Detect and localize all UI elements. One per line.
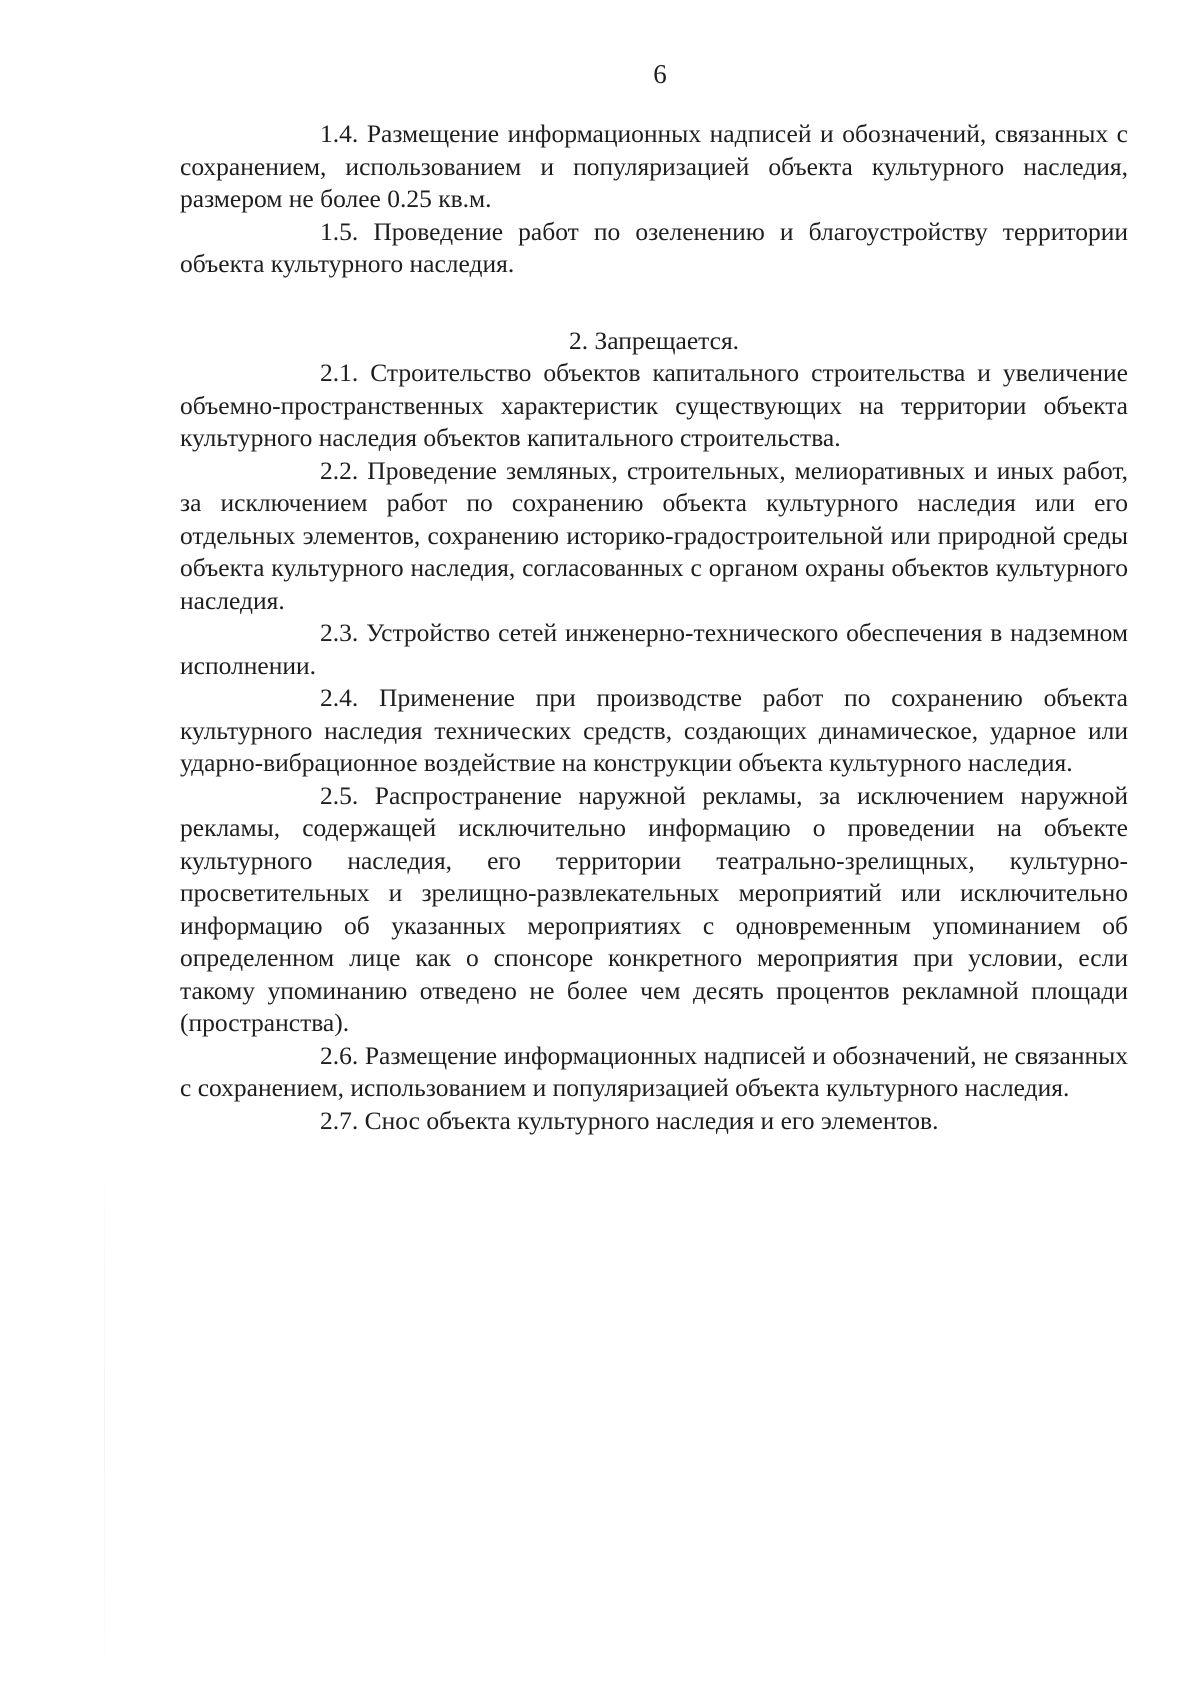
clause-number: 1.5. xyxy=(320,216,359,246)
clause-text: Распространение наружной рекламы, за исключением наружной рекламы, содержащей исключительно информацию о проведении на объекте культурного наследия, его территории театрально-зрелищных, культурно-просветительных и зрелищно-развлекательных мероприятий или исключительно информацию об указанных мероприятиях с одновременным упоминанием об определенном лице как о спонсоре конкретного мероприятия при условии, если такому упоминанию отведено не более чем десять процентов рекламной площади (пространства). xyxy=(180,780,1129,1037)
clause-number: 2.7. xyxy=(320,1105,359,1135)
clause-text: Размещение информационных надписей и обозначений, связанных с сохранением, использованием и популяризацией объекта культурного наследия, размером не более 0.25 кв.м. xyxy=(180,119,1129,213)
clause-text: Проведение земляных, строительных, мелиоративных и иных работ, за исключением работ по сохранению объекта культурного наследия или его отдельных элементов, сохранению историко-градостроительной или природной среды объекта культурного наследия, согласованных с органом охраны объектов культурного наследия. xyxy=(180,455,1128,615)
document-body xyxy=(180,118,1128,1137)
clause-2-2 xyxy=(180,455,1128,618)
clause-number: 2.5. xyxy=(320,780,359,810)
clause-number: 2.1. xyxy=(320,358,359,387)
clause-1-5 xyxy=(180,216,1128,281)
clause-number: 2.3. xyxy=(320,618,359,647)
clause-number: 2.2. xyxy=(320,455,359,485)
clause-1-4 xyxy=(180,118,1128,216)
clause-2-3 xyxy=(180,617,1128,682)
clause-text: Проведение работ по озеленению и благоустройству территории объекта культурного наследия. xyxy=(180,216,1129,278)
section-heading: 2. Запрещается. xyxy=(568,325,740,355)
page-number: 6 xyxy=(653,59,667,89)
clause-2-1 xyxy=(180,357,1128,455)
clause-text: Применение при производстве работ по сохранению объекта культурного наследия технических средств, создающих динамическое, ударное или ударно-вибрационное воздействие на конструкции объекта культурного наследия. xyxy=(180,683,1128,777)
clause-text: Размещение информационных надписей и обозначений, не связанных с сохранением, использованием и популяризацией объекта культурного наследия. xyxy=(180,1040,1128,1102)
clause-text: Строительство объектов капитального строительства и увеличение объемно-пространственных характеристик существующих на территории объекта культурного наследия объектов капитального строительства. xyxy=(180,358,1128,452)
clause-2-7 xyxy=(180,1105,1128,1138)
clause-number: 2.6. xyxy=(320,1040,359,1070)
clause-2-6 xyxy=(180,1040,1128,1105)
clause-number: 2.4. xyxy=(320,683,359,712)
clause-text: Устройство сетей инженерно-технического обеспечения в надземном исполнении. xyxy=(180,618,1128,680)
scan-edge-shadow xyxy=(104,1150,105,1690)
clause-2-5 xyxy=(180,780,1128,1040)
clause-number: 1.4. xyxy=(320,119,359,148)
clause-text: Снос объекта культурного наследия и его элементов. xyxy=(364,1105,939,1135)
clause-2-4 xyxy=(180,682,1128,780)
